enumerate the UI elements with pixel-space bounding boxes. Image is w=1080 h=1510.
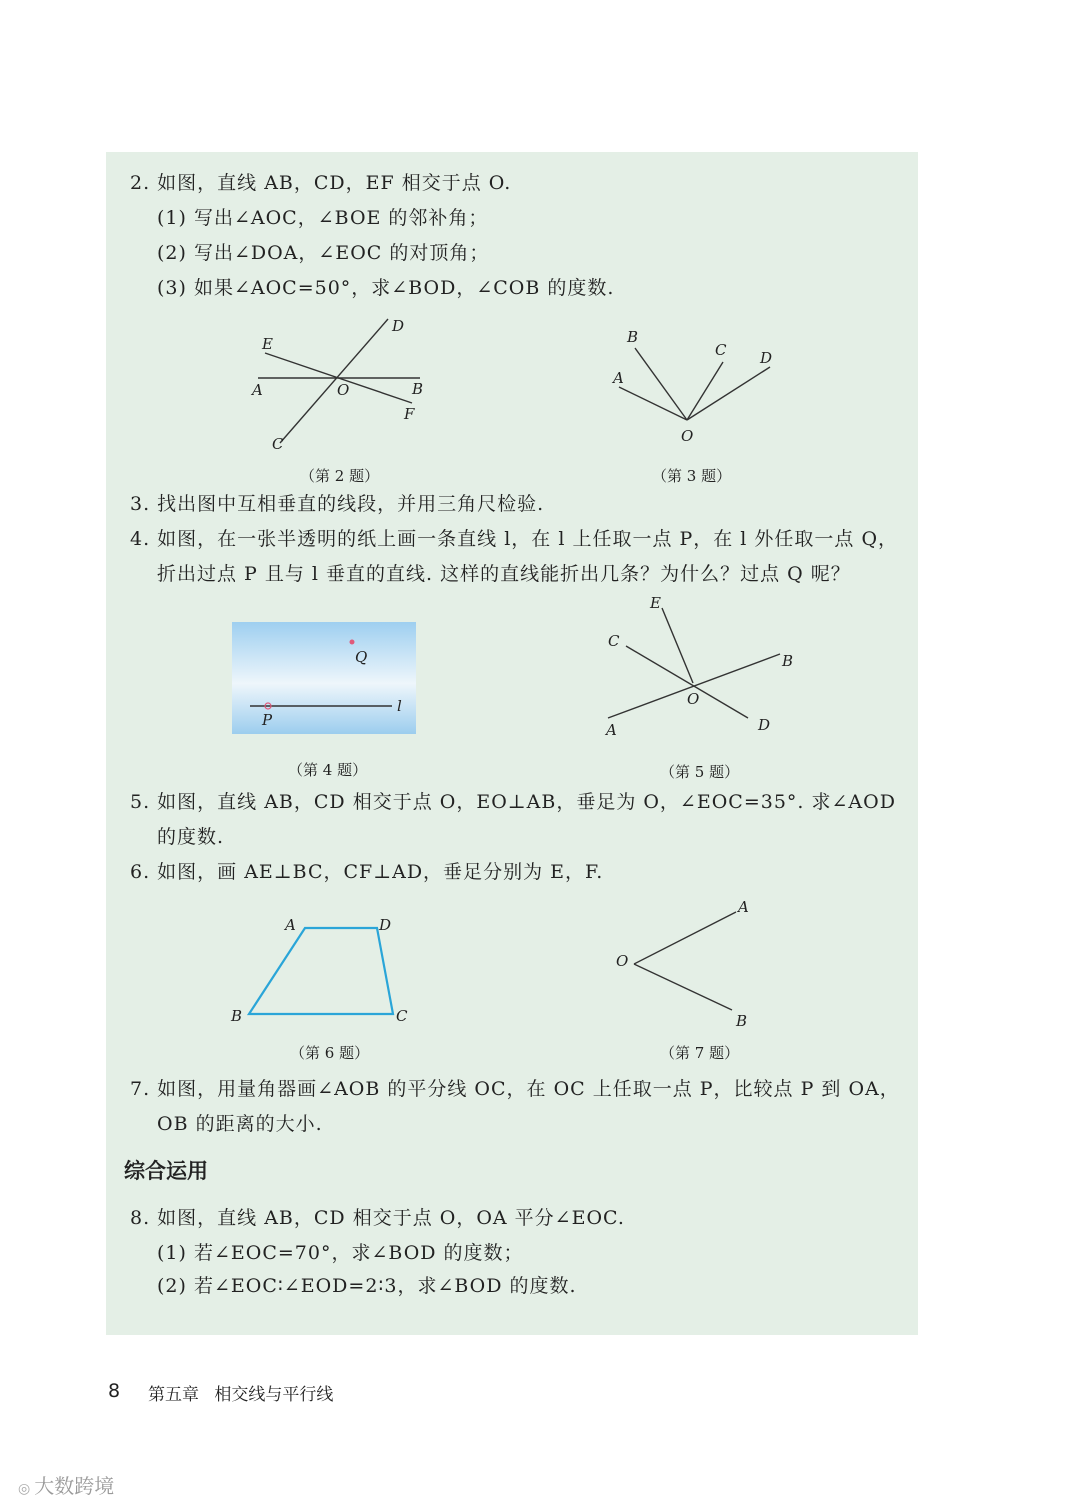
label-b: B (736, 1012, 748, 1030)
label-o: O (337, 381, 350, 399)
q3-text: 3. 找出图中互相垂直的线段，并用三角尺检验. (130, 493, 545, 515)
q5-line1: 5. 如图，直线 AB，CD 相交于点 O，EO⊥AB，垂足为 O，∠EOC=35°. 求∠AOD (130, 791, 896, 813)
q5-line2: 的度数. (157, 826, 225, 848)
q8-part2: (2) 若∠EOC∶∠EOD=2∶3，求∠BOD 的度数. (157, 1275, 577, 1297)
ray-od (687, 367, 770, 420)
label-d: D (392, 317, 405, 335)
trapezoid-abcd (249, 928, 393, 1014)
label-d: D (379, 916, 392, 934)
label-b: B (627, 328, 639, 346)
figure-3 (605, 320, 795, 450)
label-a: A (613, 369, 624, 387)
fig2-caption: （第 2 题） (300, 467, 380, 485)
ray-oa (634, 912, 736, 964)
label-b: B (231, 1007, 243, 1025)
figure-6 (225, 910, 425, 1030)
fig6-caption: （第 6 题） (290, 1044, 370, 1062)
label-b: B (782, 652, 794, 670)
q4-line2: 折出过点 P 且与 l 垂直的直线. 这样的直线能折出几条？为什么？过点 Q 呢？ (157, 563, 851, 585)
label-e: E (262, 335, 273, 353)
q2-stem: 2. 如图，直线 AB，CD，EF 相交于点 O. (130, 172, 512, 194)
q4-line1: 4. 如图，在一张半透明的纸上画一条直线 l，在 l 上任取一点 P，在 l 外任取一点 Q， (130, 528, 899, 550)
ray-oc (687, 362, 723, 420)
section-heading: 综合运用 (124, 1159, 208, 1183)
point-q (350, 640, 355, 645)
fig7-caption: （第 7 题） (660, 1044, 740, 1062)
label-c: C (608, 632, 620, 650)
figure-5 (600, 594, 810, 744)
label-a: A (606, 721, 617, 739)
label-o: O (687, 690, 700, 708)
label-a: A (252, 381, 263, 399)
page-number: 8 (108, 1380, 121, 1402)
watermark-logo-icon: ◎ (18, 1481, 31, 1497)
label-a: A (738, 898, 749, 916)
q7-line1: 7. 如图，用量角器画∠AOB 的平分线 OC，在 OC 上任取一点 P，比较点 P 到 OA， (130, 1078, 900, 1100)
line-cd (280, 319, 388, 443)
chapter-title: 第五章 相交线与平行线 (148, 1385, 334, 1405)
label-o: O (681, 427, 694, 445)
label-d: D (760, 349, 773, 367)
label-q: Q (355, 648, 368, 666)
q8-stem: 8. 如图，直线 AB，CD 相交于点 O，OA 平分∠EOC. (130, 1207, 625, 1229)
figure-4 (232, 622, 416, 734)
ray-ob (635, 348, 687, 420)
label-b: B (412, 380, 424, 398)
translucent-paper (232, 622, 416, 734)
q7-line2: OB 的距离的大小. (157, 1113, 323, 1135)
label-e: E (650, 594, 661, 612)
label-o: O (616, 952, 629, 970)
figure-7 (610, 890, 770, 1030)
q2-part3: (3) 如果∠AOC=50°，求∠BOD，∠COB 的度数. (157, 277, 615, 299)
label-c: C (396, 1007, 408, 1025)
watermark (18, 1470, 114, 1499)
label-l: l (397, 697, 402, 715)
ray-ob (634, 964, 732, 1010)
label-d: D (758, 716, 771, 734)
label-c: C (715, 341, 727, 359)
ray-oa (619, 387, 687, 420)
fig3-caption: （第 3 题） (652, 467, 732, 485)
figure-2 (240, 315, 440, 460)
q6-text: 6. 如图，画 AE⊥BC，CF⊥AD，垂足分别为 E，F. (130, 861, 604, 883)
label-c: C (272, 435, 284, 453)
q2-part1: (1) 写出∠AOC，∠BOE 的邻补角； (157, 207, 489, 229)
label-f: F (404, 405, 415, 423)
watermark-text: 大数跨境 (34, 1474, 115, 1498)
ray-oe (662, 608, 693, 683)
q8-part1: (1) 若∠EOC=70°，求∠BOD 的度数； (157, 1242, 524, 1264)
label-a: A (285, 916, 296, 934)
fig5-caption: （第 5 题） (660, 763, 740, 781)
fig4-caption: （第 4 题） (288, 761, 368, 779)
q2-part2: (2) 写出∠DOA，∠EOC 的对顶角； (157, 242, 490, 264)
label-p: P (262, 711, 273, 729)
